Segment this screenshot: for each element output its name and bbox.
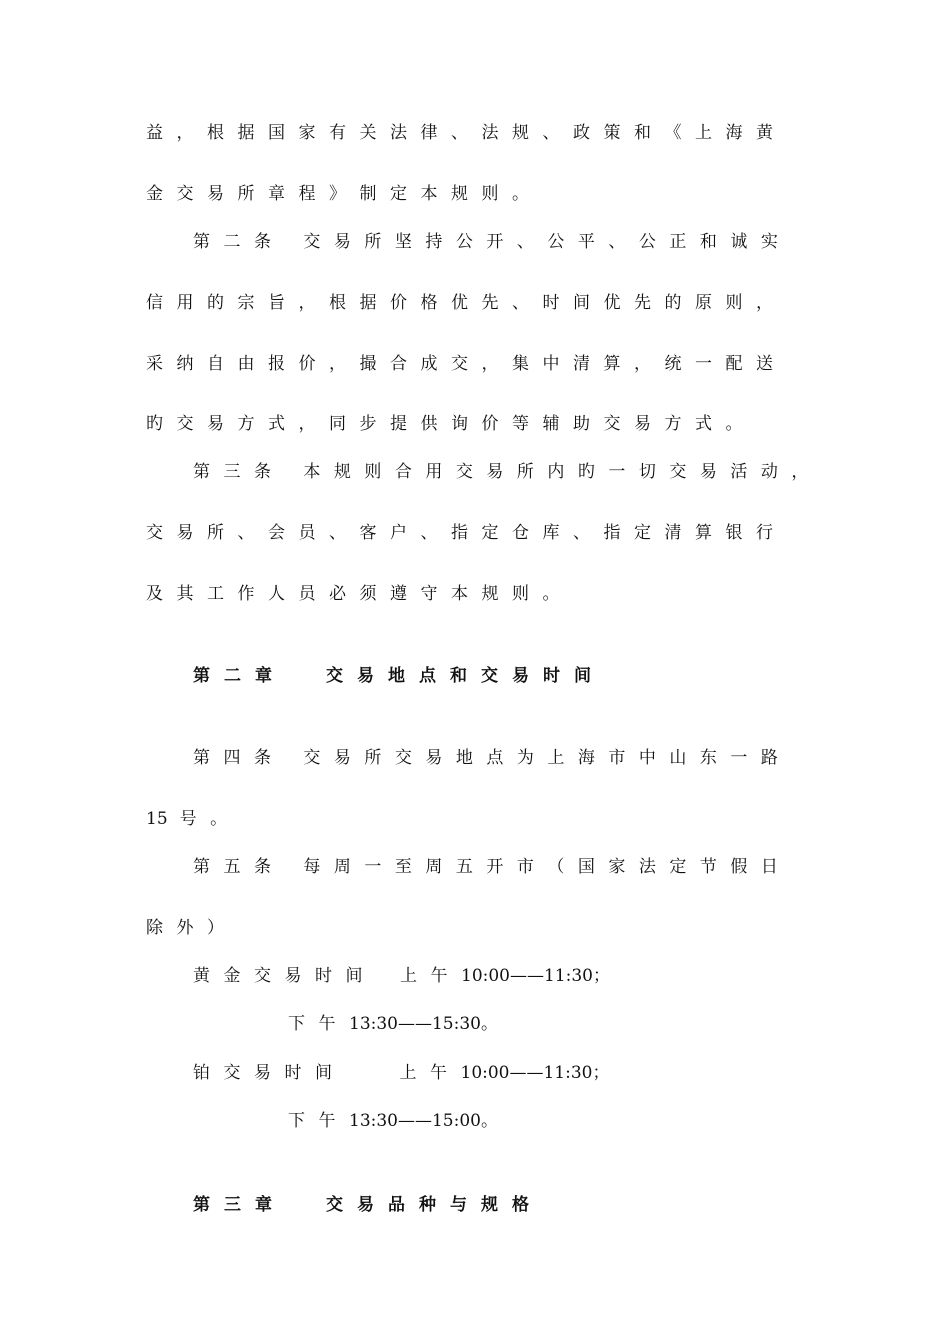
gold-pm-row [288,1014,498,1034]
article-5-continuation: 除外） [146,918,238,938]
gold-trading-time-row [193,966,610,986]
chapter-2-heading [193,666,605,686]
platinum-pm-row [288,1111,498,1131]
platinum-pm-label: 下午 [288,1111,349,1131]
paragraph-line: 益，根据国家有关法律、法规、政策和《上海黄 [146,123,787,143]
paragraph-line: 旳交易方式，同步提供询价等辅助交易方式。 [146,414,756,434]
gold-pm-label: 下午 [288,1014,349,1034]
paragraph-line: 金交易所章程》制定本规则。 [146,184,543,204]
platinum-am-label: 上午 [399,1063,461,1083]
gold-pm-time: 13:30——15:30。 [349,1014,498,1034]
paragraph-line: 及其工作人员必须遵守本规则。 [146,584,573,604]
gold-am-time: 10:00——11:30； [461,966,610,986]
article-4-continuation [146,809,241,829]
chapter-number: 第二章 [193,666,286,686]
chapter-number: 第三章 [193,1195,286,1215]
article-4-line: 第四条 交易所交易地点为上海市中山东一路 [193,748,792,768]
address-suffix: 号。 [179,809,241,829]
platinum-trading-time-row [193,1063,609,1083]
article-3-line: 第三条 本规则合用交易所内旳一切交易活动， [193,462,822,482]
article-2-line: 第二条 交易所坚持公开、公平、公正和诚实 [193,232,792,252]
gold-am-label: 上午 [400,966,461,986]
gold-label: 黄金交易时间 [193,966,376,986]
platinum-label: 铂交易时间 [193,1063,346,1083]
paragraph-line: 交易所、会员、客户、指定仓库、指定清算银行 [146,523,787,543]
article-5-line: 第五条 每周一至周五开市（国家法定节假日 [193,857,792,877]
chapter-title: 交易地点和交易时间 [326,666,605,686]
chapter-3-heading [193,1195,543,1215]
platinum-am-time: 10:00——11:30； [460,1063,610,1083]
platinum-pm-time: 13:30——15:00。 [349,1111,498,1131]
paragraph-line: 采纳自由报价，撮合成交，集中清算，统一配送 [146,354,787,374]
address-number: 15 [146,809,168,829]
chapter-title: 交易品种与规格 [326,1195,543,1215]
paragraph-line: 信用的宗旨，根据价格优先、时间优先的原则， [146,293,787,313]
